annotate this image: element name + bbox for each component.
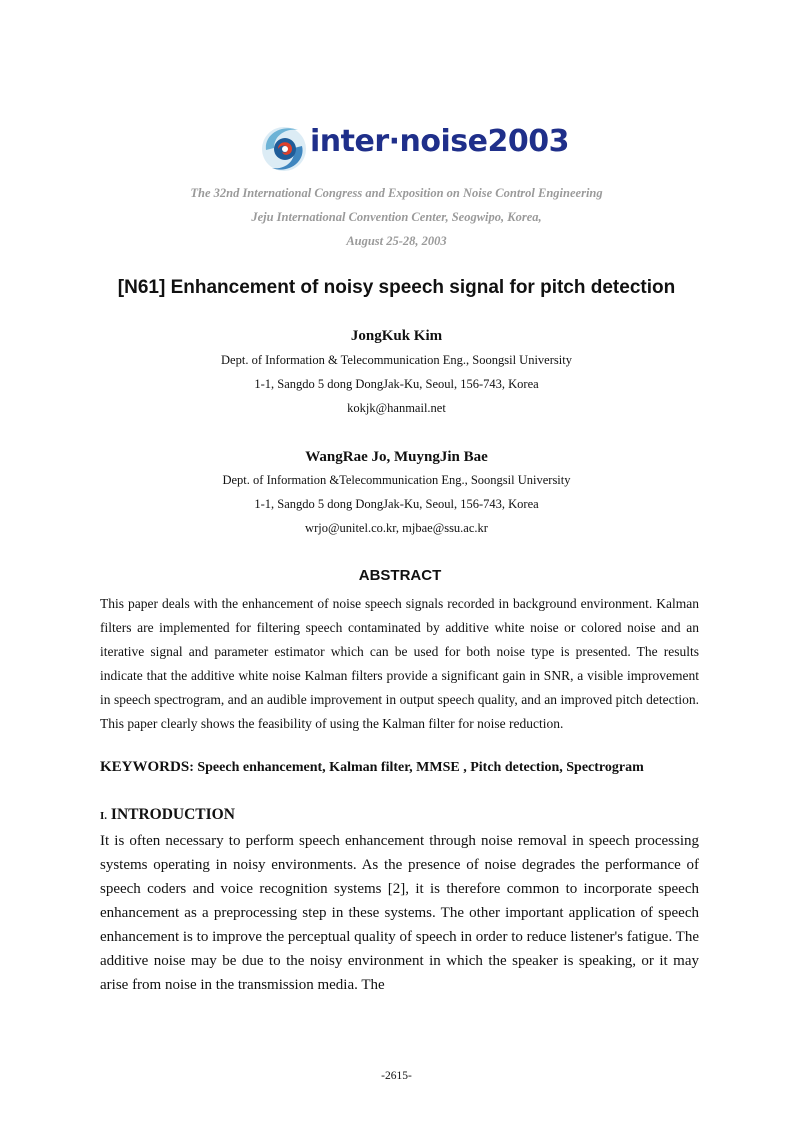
keywords-text: Speech enhancement, Kalman filter, MMSE , Pitch detection, Spectrogram bbox=[197, 760, 644, 775]
author-address: 1-1, Sangdo 5 dong DongJak-Ku, Seoul, 156-743, Korea bbox=[254, 497, 539, 511]
logo-wordmark: inter·noise2003 bbox=[310, 124, 569, 159]
author-email: wrjo@unitel.co.kr, mjbae@ssu.ac.kr bbox=[305, 521, 488, 535]
author-name: WangRae Jo, MuyngJin Bae bbox=[305, 449, 488, 465]
author-address: 1-1, Sangdo 5 dong DongJak-Ku, Seoul, 156-743, Korea bbox=[254, 377, 539, 391]
introduction-text: It is often necessary to perform speech enhancement through noise removal in speech processing systems operating in noisy environments. As the presence of noise degrades the performance of speech coders and voice recognition systems [2], it is therefore common to incorporate speech enhancement as a preprocessing step in these systems. The other important application of speech enhancement is to improve the perceptual quality of speech in order to reduce listener's fatigue. The additive noise may be due to the noisy environment in which the speaker is speaking, or it may arise from noise in the transmission media. The bbox=[100, 833, 699, 993]
author-affiliation: Dept. of Information & Telecommunication Eng., Soongsil University bbox=[221, 353, 572, 367]
abstract-heading: ABSTRACT bbox=[358, 567, 442, 584]
author-email: kokjk@hanmail.net bbox=[347, 401, 446, 415]
swirl-logo-icon bbox=[258, 120, 310, 178]
conference-venue: Jeju International Convention Center, Seogwipo, Korea, bbox=[251, 210, 542, 224]
page-number: -2615- bbox=[381, 1070, 412, 1082]
conference-name: The 32nd International Congress and Exposition on Noise Control Engineering bbox=[190, 186, 603, 200]
author-affiliation: Dept. of Information &Telecommunication Eng., Soongsil University bbox=[222, 473, 571, 487]
conference-logo bbox=[258, 120, 569, 178]
keywords: KEYWORDS: Speech enhancement, Kalman filter, MMSE , Pitch detection, Spectrogram bbox=[100, 759, 644, 775]
keywords-label: KEYWORDS bbox=[100, 759, 190, 775]
paper-title: [N61] Enhancement of noisy speech signal for pitch detection bbox=[117, 277, 676, 298]
conference-date: August 25-28, 2003 bbox=[346, 234, 447, 248]
abstract-text: This paper deals with the enhancement of noise speech signals recorded in background environment. Kalman filters are implemented for filtering speech contaminated by additive white noise or colored noise and an iterative signal and parameter estimator which can be used for both noise type is presented. The results indicate that the additive white noise Kalman filters provide a significant gain in SNR, a visible improvement in speech spectrogram, and an audible improvement in output speech quality, and an improved pitch detection. This paper clearly shows the feasibility of using the Kalman filter for noise reduction. bbox=[100, 596, 699, 731]
section-number: I. bbox=[100, 810, 108, 822]
section-title: INTRODUCTION bbox=[110, 806, 235, 823]
section-heading bbox=[100, 806, 235, 824]
author-name: JongKuk Kim bbox=[350, 328, 443, 344]
